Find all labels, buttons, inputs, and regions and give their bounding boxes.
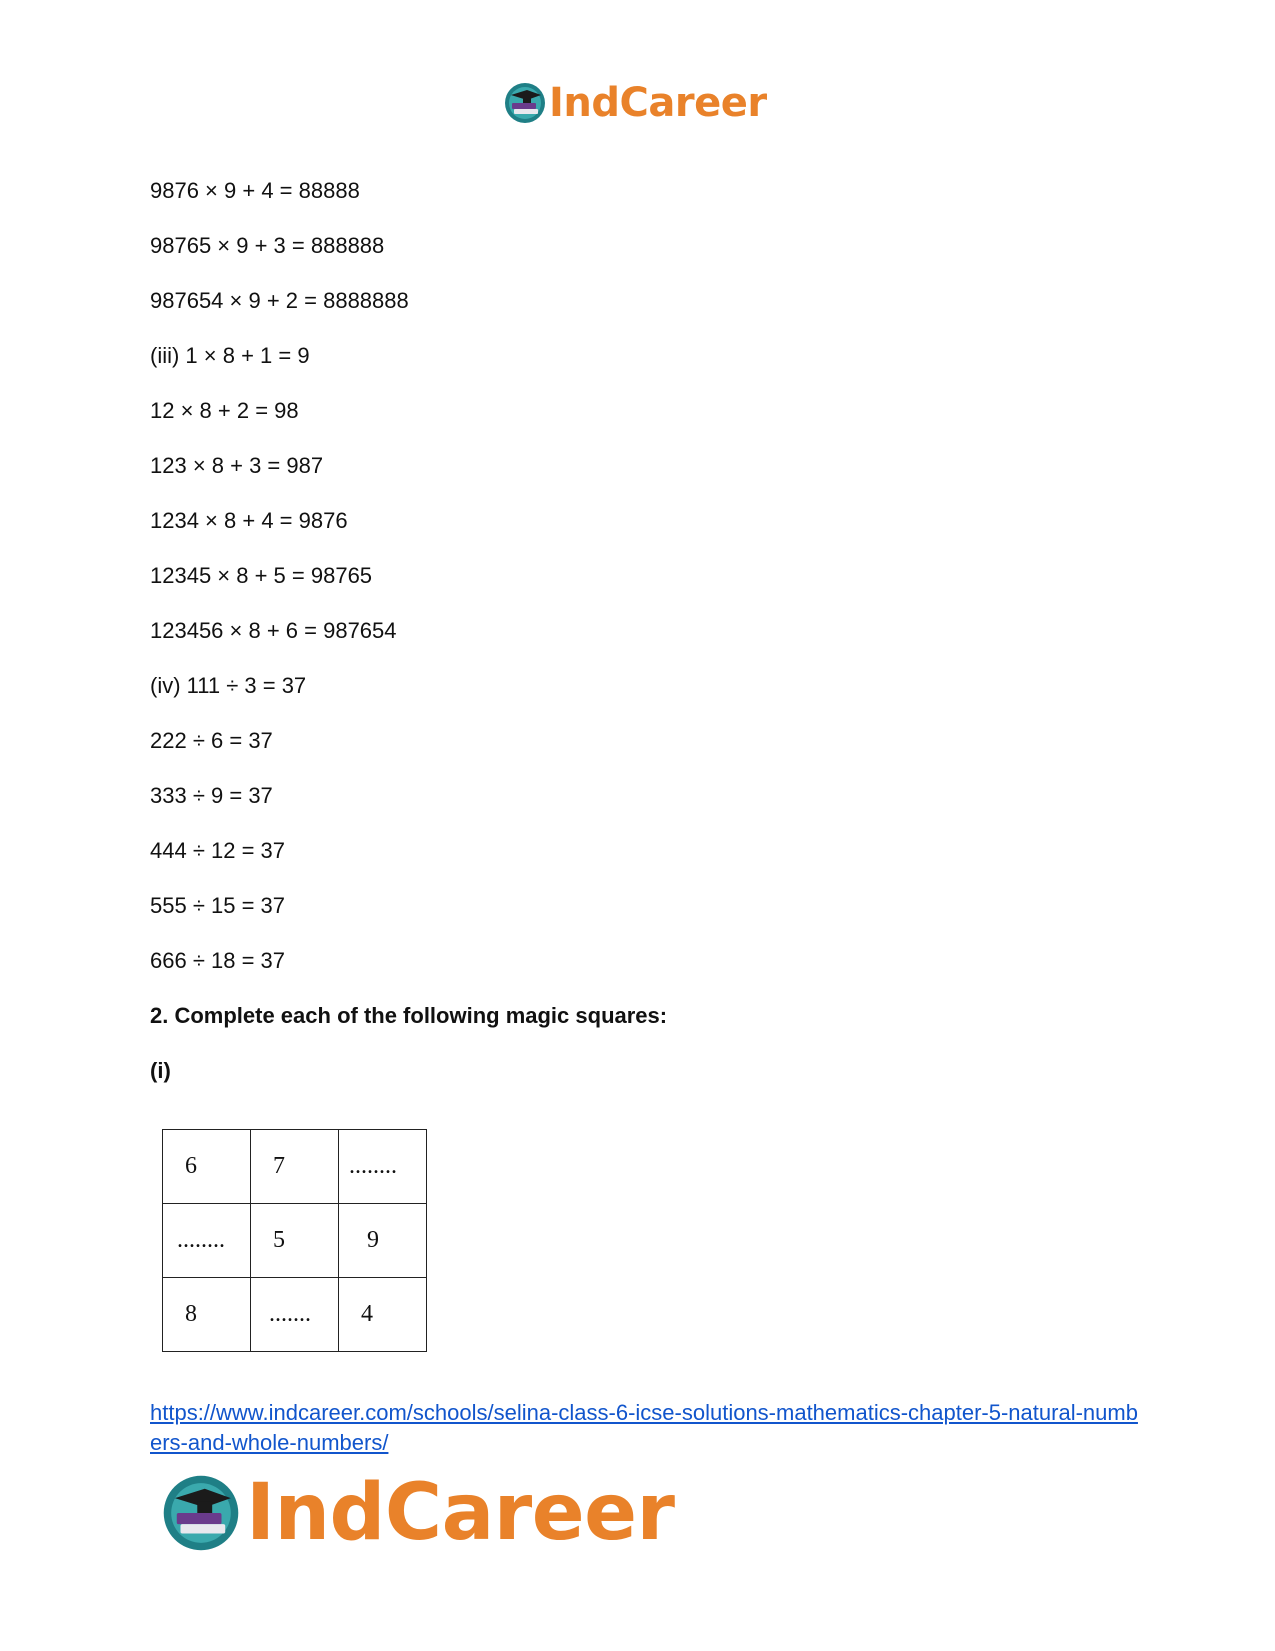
graduation-cap-books-icon bbox=[503, 81, 547, 125]
equation-line: (iii) 1 × 8 + 1 = 9 bbox=[150, 343, 310, 368]
magic-square-cell: ........ bbox=[163, 1204, 251, 1278]
magic-square-cell: 6 bbox=[163, 1130, 251, 1204]
equation-line: 123 × 8 + 3 = 987 bbox=[150, 453, 324, 478]
equation-line: 1234 × 8 + 4 = 9876 bbox=[150, 508, 348, 533]
header-logo bbox=[503, 78, 767, 128]
logo-text: IndCareer bbox=[246, 1468, 675, 1558]
graduation-cap-books-icon bbox=[160, 1472, 242, 1554]
magic-square-row bbox=[163, 1204, 427, 1278]
subpart-label: (i) bbox=[150, 1058, 171, 1083]
equation-line: 666 ÷ 18 = 37 bbox=[150, 948, 286, 973]
equation-line: 12 × 8 + 2 = 98 bbox=[150, 398, 299, 423]
magic-square-row bbox=[163, 1278, 427, 1352]
magic-square-cell: 7 bbox=[251, 1130, 339, 1204]
equation-line: 333 ÷ 9 = 37 bbox=[150, 783, 273, 808]
magic-square bbox=[162, 1129, 427, 1352]
equation-line: 555 ÷ 15 = 37 bbox=[150, 893, 286, 918]
footer-logo bbox=[160, 1468, 675, 1558]
magic-square-cell: 9 bbox=[339, 1204, 427, 1278]
equation-line: (iv) 111 ÷ 3 = 37 bbox=[150, 673, 307, 698]
magic-square-cell: 5 bbox=[251, 1204, 339, 1278]
magic-square-cell: ....... bbox=[251, 1278, 339, 1352]
logo-text: IndCareer bbox=[549, 80, 767, 126]
source-link[interactable]: https://www.indcareer.com/schools/selina-class-6-icse-solutions-mathematics-chapter-5-natural-numbers-and-whole-numbers/ bbox=[150, 1400, 1138, 1455]
magic-square-row bbox=[163, 1130, 427, 1204]
equation-line: 222 ÷ 6 = 37 bbox=[150, 728, 273, 753]
question-heading: 2. Complete each of the following magic squares: bbox=[150, 1003, 668, 1028]
equation-line: 98765 × 9 + 3 = 888888 bbox=[150, 233, 385, 258]
equation-line: 444 ÷ 12 = 37 bbox=[150, 838, 286, 863]
equation-line: 987654 × 9 + 2 = 8888888 bbox=[150, 288, 409, 313]
equation-line: 12345 × 8 + 5 = 98765 bbox=[150, 563, 373, 588]
magic-square-cell: 8 bbox=[163, 1278, 251, 1352]
equation-line: 9876 × 9 + 4 = 88888 bbox=[150, 178, 360, 203]
magic-square-cell: ........ bbox=[339, 1130, 427, 1204]
equation-line: 123456 × 8 + 6 = 987654 bbox=[150, 618, 397, 643]
magic-square-cell: 4 bbox=[339, 1278, 427, 1352]
solution-content bbox=[150, 173, 1150, 1108]
